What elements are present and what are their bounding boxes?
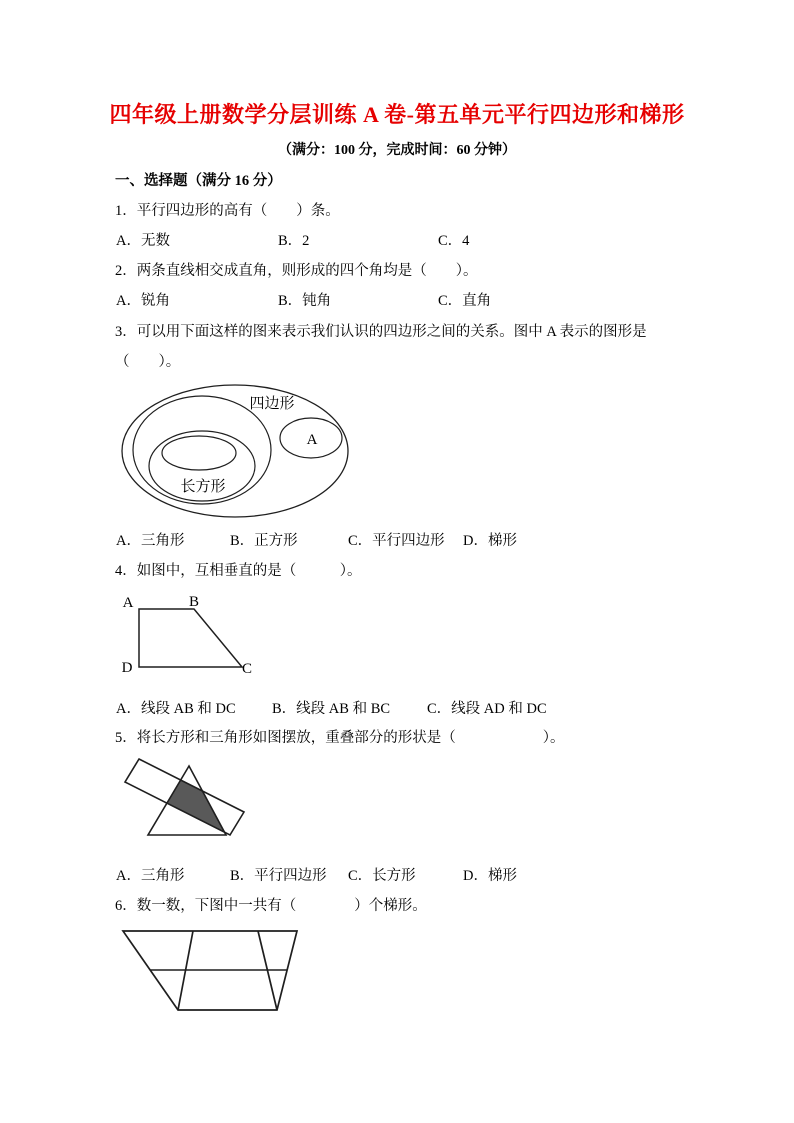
overlap-figure bbox=[115, 755, 255, 850]
venn-quadrilateral-label: 四边形 bbox=[249, 396, 295, 412]
question-4-option-c: C．线段 AD 和 DC bbox=[427, 701, 547, 717]
venn-diagram-figure bbox=[110, 378, 360, 525]
vertex-b-label: B bbox=[188, 594, 200, 610]
question-2-stem: 2．两条直线相交成直角，则形成的四个角均是（ ）。 bbox=[115, 263, 478, 279]
question-6-stem: 6．数一数，下图中一共有（ ）个梯形。 bbox=[115, 898, 427, 914]
question-3-stem: 3．可以用下面这样的图来表示我们认识的四边形之间的关系。图中 A 表示的图形是 bbox=[115, 324, 647, 340]
question-3-option-d: D．梯形 bbox=[463, 533, 517, 549]
question-1-option-b: B．2 bbox=[278, 233, 310, 249]
question-2-option-b: B．钝角 bbox=[278, 293, 332, 309]
right-trapezoid-figure bbox=[113, 592, 268, 684]
question-2-option-c: C．直角 bbox=[438, 293, 492, 309]
question-4-stem: 4．如图中，互相垂直的是（ ）。 bbox=[115, 563, 362, 579]
right-trapezoid-outline bbox=[139, 609, 242, 667]
page-title: 四年级上册数学分层训练 A 卷-第五单元平行四边形和梯形 bbox=[109, 102, 685, 127]
square-ellipse bbox=[162, 436, 236, 470]
question-5-option-a: A．三角形 bbox=[116, 868, 185, 884]
vertex-c-label: C bbox=[241, 661, 253, 677]
question-1-option-a: A．无数 bbox=[116, 233, 170, 249]
question-1-option-c: C．4 bbox=[438, 233, 470, 249]
question-3-option-c: C．平行四边形 bbox=[348, 533, 445, 549]
question-5-option-c: C．长方形 bbox=[348, 868, 416, 884]
vertex-d-label: D bbox=[121, 660, 133, 676]
question-4-option-b: B．线段 AB 和 BC bbox=[272, 701, 391, 717]
question-3-option-b: B．正方形 bbox=[230, 533, 298, 549]
venn-rectangle-label: 长方形 bbox=[180, 479, 226, 495]
question-2-option-a: A．锐角 bbox=[116, 293, 170, 309]
score-time-info: （满分：100 分，完成时间：60 分钟） bbox=[278, 143, 516, 158]
venn-region-a-label: A bbox=[306, 432, 318, 448]
question-5-stem: 5．将长方形和三角形如图摆放，重叠部分的形状是（ ）。 bbox=[115, 730, 565, 746]
question-5-option-b: B．平行四边形 bbox=[230, 868, 327, 884]
question-4-option-a: A．线段 AB 和 DC bbox=[116, 701, 236, 717]
section-heading: 一、选择题（满分 16 分） bbox=[115, 173, 282, 189]
vertex-a-label: A bbox=[122, 595, 134, 611]
question-3-option-a: A．三角形 bbox=[116, 533, 185, 549]
question-3-stem-line2: （ ）。 bbox=[115, 354, 181, 370]
question-1-stem: 1．平行四边形的高有（ ）条。 bbox=[115, 203, 340, 219]
question-5-option-d: D．梯形 bbox=[463, 868, 517, 884]
trapezoid-count-figure bbox=[120, 925, 305, 1020]
